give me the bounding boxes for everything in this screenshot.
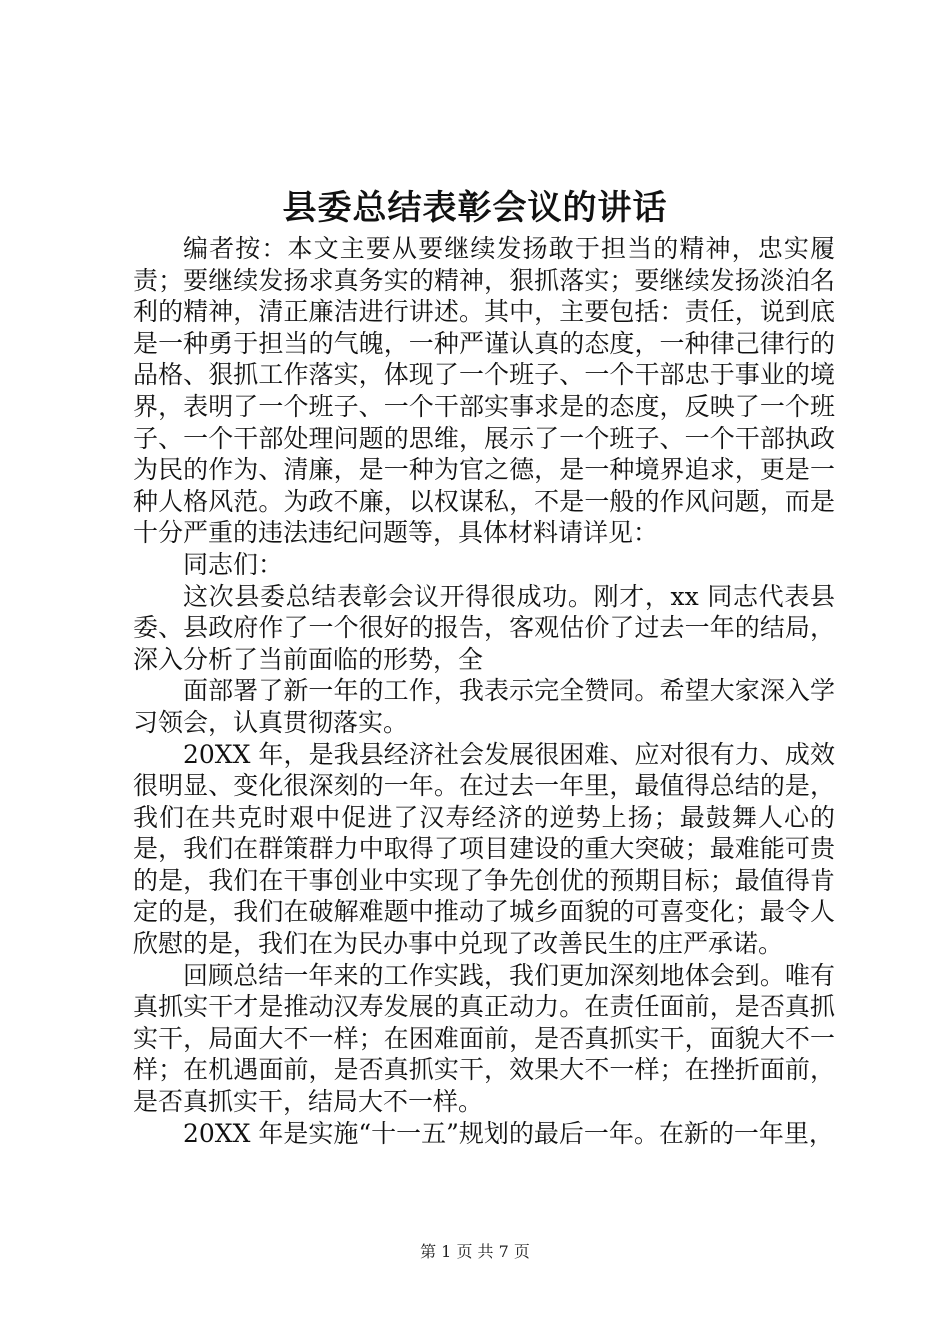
editor-note-paragraph: 编者按：本文主要从要继续发扬敢于担当的精神，忠实履责；要继续发扬求真务实的精神，狠抓落实；要继续发扬淡泊名利的精神，清正廉洁进行讲述。其中，主要包括：责任，说到底是一种勇于担当的气魄，一种严谨认真的态度，一种律己律行的品格、狠抓工作落实，体现了一个班子、一个干部忠于事业的境界，表明了一个班子、一个干部实事求是的态度，反映了一个班子、一个干部处理问题的思维，展示了一个班子、一个干部执政为民的作为、清廉，是一种为官之德，是一种境界追求，更是一种人格风范。为政不廉，以权谋私，不是一般的作风问题，而是十分严重的违法违纪问题等，具体材料请详见： [133, 234, 835, 548]
body-paragraph: 20XX 年是实施“十一五”规划的最后一年。在新的一年里， [183, 1118, 834, 1148]
body-paragraph: 回顾总结一年来的工作实践，我们更加深刻地体会到。唯有真抓实干才是推动汉寿发展的真正动力。在责任面前，是否真抓实干，局面大不一样；在困难面前，是否真抓实干，面貌大不一样；在机遇面前，是否真抓实干，效果大不一样；在挫折面前，是否真抓实干，结局大不一样。 [133, 960, 835, 1117]
salutation-paragraph: 同志们： [183, 549, 284, 579]
body-paragraph: 20XX 年，是我县经济社会发展很困难、应对很有力、成效很明显、变化很深刻的一年。在过去一年里，最值得总结的是，我们在共克时艰中促进了汉寿经济的逆势上扬；最鼓舞人心的是，我们在群策群力中取得了项目建设的重大突破；最难能可贵的是，我们在干事创业中实现了争先创优的预期目标；最值得肯定的是，我们在破解难题中推动了城乡面貌的可喜变化；最令人欣慰的是，我们在为民办事中兑现了改善民生的庄严承诺。 [133, 739, 835, 959]
document-title: 县委总结表彰会议的讲话 [282, 188, 668, 228]
body-paragraph: 面部署了新一年的工作，我表示完全赞同。希望大家深入学习领会，认真贯彻落实。 [133, 676, 835, 737]
page-number-footer: 第 1 页 共 7 页 [420, 1242, 530, 1261]
body-paragraph: 这次县委总结表彰会议开得很成功。刚才，xx 同志代表县委、县政府作了一个很好的报告，客观估价了过去一年的结局，深入分析了当前面临的形势，全 [133, 581, 835, 674]
document-body [133, 233, 835, 1149]
